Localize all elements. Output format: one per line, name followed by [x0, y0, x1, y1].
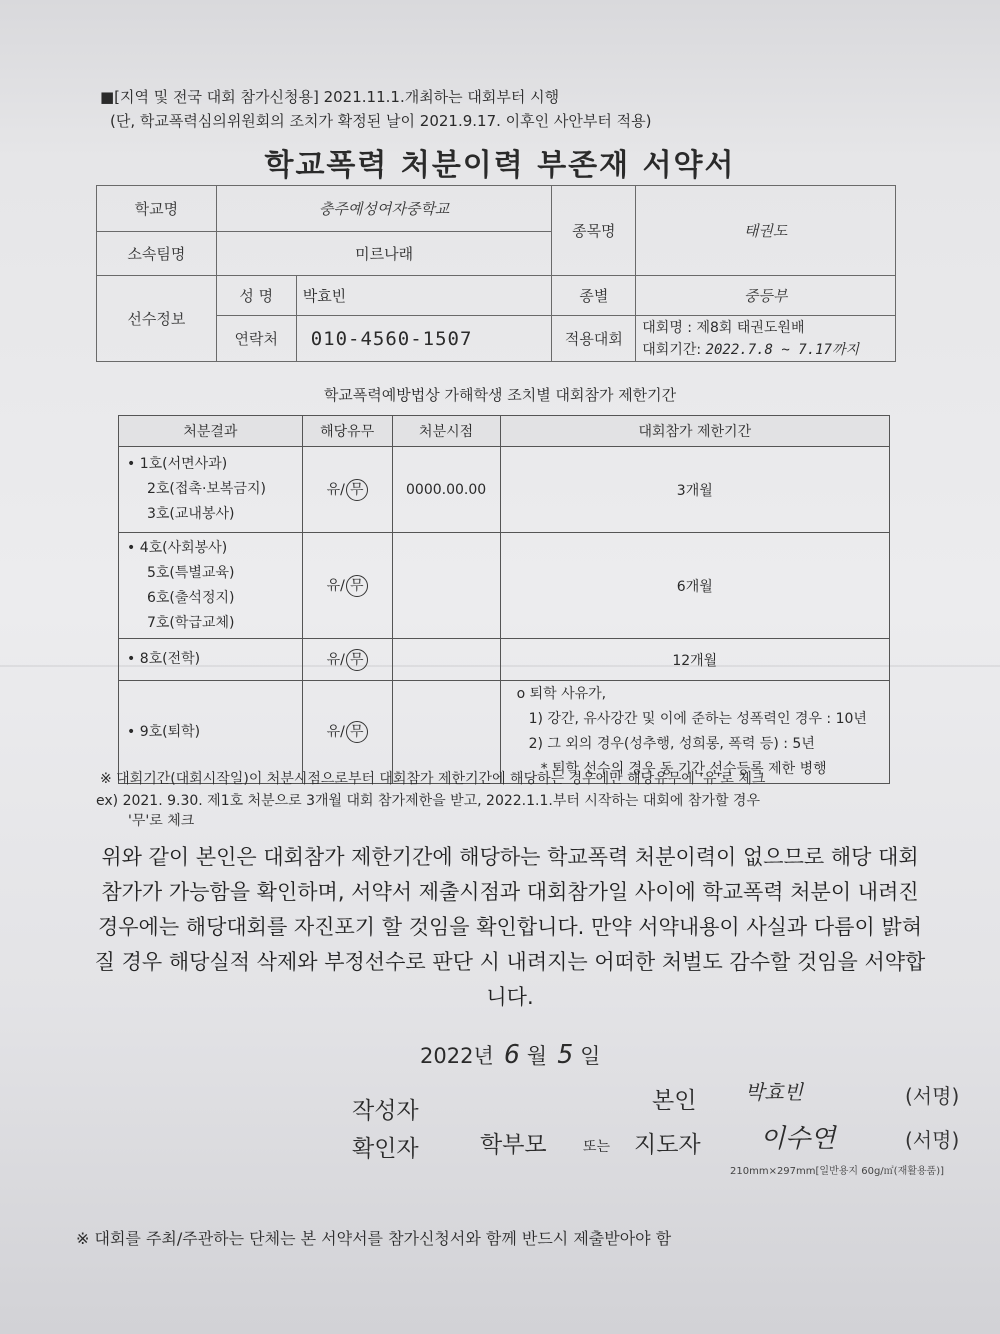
date-month-label: 월 [526, 1044, 548, 1068]
yes-option: 유 [326, 481, 341, 498]
parent-label: 학부모 [480, 1132, 547, 1158]
restriction-period: 6개월 [500, 533, 889, 639]
list-item: • 8호(전학) [127, 651, 201, 667]
no-option-circled: 무 [346, 721, 368, 743]
restriction-period: 12개월 [500, 639, 889, 681]
footnote-check-rule: ※ 대회기간(대회시작일)이 처분시점으로부터 대회참가 제한기간에 해당하는 경우에만 해당유무에 '유'로 체크 [100, 771, 766, 787]
footnote-example-cont: '무'로 체크 [128, 813, 195, 829]
yes-option: 유 [326, 651, 341, 668]
yes-option: 유 [326, 724, 341, 740]
list-item: • 1호(서면사과) [127, 456, 228, 472]
class-value: 중등부 [636, 276, 896, 316]
no-option-circled: 무 [346, 649, 368, 671]
no-option-circled: 무 [346, 575, 368, 597]
author-label: 작성자 [352, 1098, 419, 1124]
or-label: 또는 [583, 1139, 611, 1155]
yes-option: 유 [326, 577, 341, 594]
list-item: 6호(출석정지) [147, 589, 235, 606]
table-row: • 1호(서면사과) 2호(접촉·보복금지) 3호(교내봉사) 유/ 무 0000.00.00 3개월 [119, 447, 890, 533]
event-label: 종목명 [552, 186, 636, 276]
list-item: 2호(접촉·보복금지) [147, 481, 266, 497]
discipline-table [118, 415, 890, 784]
sign-mark-self: (서명) [905, 1084, 960, 1108]
col-header-date: 처분시점 [392, 416, 500, 447]
school-value: 충주예성여자중학교 [216, 186, 552, 232]
note-line: o 퇴학 사유가, [516, 686, 607, 702]
table-row: • 8호(전학) 유/ 무 12개월 [119, 639, 890, 681]
confirmer-label: 확인자 [352, 1136, 419, 1162]
team-label: 소속팀명 [97, 232, 217, 276]
col-header-applicable: 해당유무 [302, 416, 392, 447]
note-line: 2) 그 외의 경우(성추행, 성희롱, 폭력 등) : 5년 [528, 736, 815, 752]
list-item: 5호(특별교육) [147, 564, 235, 581]
header-line-2: (단, 학교폭력심의위원회의 조치가 확정된 날이 2021.9.17. 이후인 사안부터 적용) [110, 112, 652, 130]
contact-label: 연락처 [216, 316, 296, 362]
header-line-1: ■[지역 및 전국 대회 참가신청용] 2021.11.1.개최하는 대회부터 시행 [100, 88, 560, 106]
disposition-date [392, 639, 500, 681]
applicant-info-table [96, 185, 896, 362]
player-info-label: 선수정보 [97, 276, 217, 362]
coach-label: 지도자 [634, 1132, 701, 1158]
event-value: 태권도 [636, 186, 896, 276]
col-header-limit: 대회참가 제한기간 [500, 416, 889, 447]
disposition-date: 0000.00.00 [392, 447, 500, 533]
table-row: • 9호(퇴학) 유/ 무 o 퇴학 사유가, 1) 강간, 유사강간 및 이에 준하는 성폭력인 경우 : 10년 2) 그 외의 경우(성추행, 성희롱, 폭력 등) : 5년 * 퇴학 선수의 경우 동 기간 선수등록 제한 병행 [119, 681, 890, 784]
pledge-body-text: 위와 같이 본인은 대회참가 제한기간에 해당하는 학교폭력 처분이력이 없으므로 해당 대회 참가가 가능함을 확인하며, 서약서 제출시점과 대회참가일 사이에 학교폭력 처분이 내려진 경우에는 해당대회를 자진포기 할 것임을 확인합니다. 만약 서약내용이 사실과 다름이 밝혀질 경우 해당실적 삭제와 부정선수로 판단 시 내려지는 어떠한 처벌도 감수할 것임을 서약합니다. [94, 845, 926, 1009]
self-signature: 박효빈 [745, 1080, 803, 1104]
date-month: 6 [504, 1040, 521, 1070]
disposition-date [392, 533, 500, 639]
competition-period-label: 대회기간: [642, 341, 702, 358]
self-label: 본인 [652, 1088, 697, 1114]
table-row: • 4호(사회봉사) 5호(특별교육) 6호(출석정지) 7호(학급교체) 유/ 무 6개월 [119, 533, 890, 639]
col-header-result: 처분결과 [119, 416, 303, 447]
applied-comp-label: 적용대회 [552, 316, 636, 362]
name-label: 성 명 [216, 276, 296, 316]
list-item: 7호(학급교체) [147, 614, 235, 631]
note-line: 1) 강간, 유사강간 및 이에 준하는 성폭력인 경우 : 10년 [528, 711, 867, 727]
list-item: • 9호(퇴학) [127, 723, 201, 740]
coach-signature: 이수연 [760, 1124, 836, 1154]
bottom-note: ※ 대회를 주최/주관하는 단체는 본 서약서를 참가신청서와 함께 반드시 제출받아야 함 [76, 1229, 672, 1248]
date-day: 5 [557, 1040, 574, 1070]
school-label: 학교명 [97, 186, 217, 232]
restriction-subtitle: 학교폭력예방법상 가해학생 조치별 대회참가 제한기간 [323, 386, 677, 404]
list-item: 3호(교내봉사) [147, 506, 235, 522]
competition-period-value: 2022.7.8 ~ 7.17까지 [705, 341, 860, 358]
list-item: • 4호(사회봉사) [127, 539, 228, 556]
paper-spec: 210mm×297mm[일반용지 60g/㎡(재활용품)] [730, 1166, 945, 1177]
footnote-example: ex) 2021. 9.30. 제1호 처분으로 3개월 대회 참가제한을 받고, 2022.1.1.부터 시작하는 대회에 참가할 경우 [96, 793, 760, 809]
no-option-circled: 무 [346, 479, 368, 501]
team-value: 미르나래 [216, 232, 552, 276]
competition-name: 대회명 : 제8회 태권도원배 [642, 319, 805, 336]
name-value: 박효빈 [296, 276, 552, 316]
signing-date [420, 1040, 600, 1070]
sign-mark-coach: (서명) [905, 1128, 960, 1152]
class-label: 종별 [552, 276, 636, 316]
date-day-label: 일 [580, 1044, 601, 1068]
date-year: 2022년 [420, 1044, 494, 1068]
contact-value: 010-4560-1507 [310, 327, 473, 350]
note-line: * 퇴학 선수의 경우 동 기간 선수등록 제한 병행 [540, 761, 827, 777]
document-title: 학교폭력 처분이력 부존재 서약서 [264, 148, 736, 183]
restriction-period: 3개월 [500, 447, 889, 533]
